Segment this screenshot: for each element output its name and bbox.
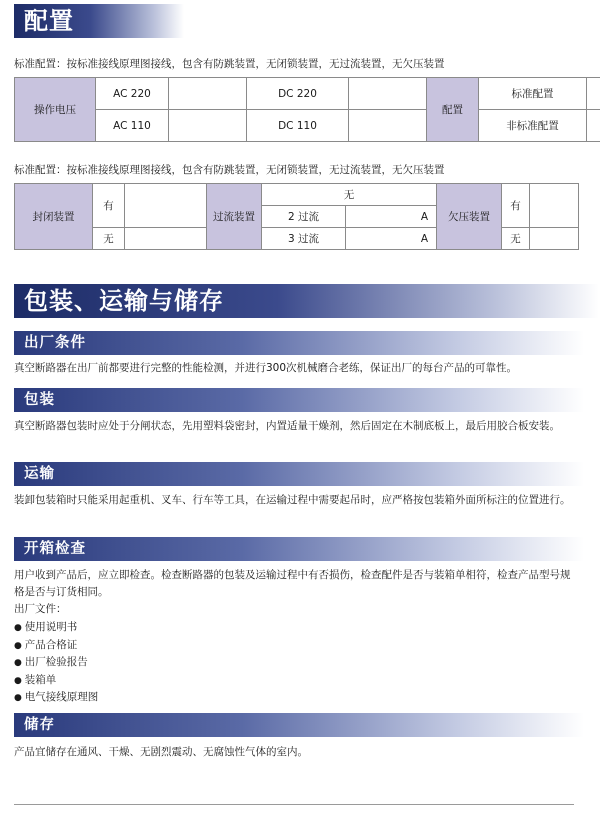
dc220-cell: DC 220 <box>247 78 349 110</box>
section-text-factory: 真空断路器在出厂前都要进行完整的性能检测，并进行300次机械磨合老练，保证出厂的每台产品的可靠性。 <box>14 362 518 374</box>
overcurrent-2-cell: 2 过流 <box>262 206 346 228</box>
voltage-label-cell: 操作电压 <box>15 78 96 142</box>
section-heading-storage: 储存 <box>14 713 584 737</box>
undervoltage-label-cell: 欠压装置 <box>437 184 502 250</box>
dc220-check-cell <box>349 78 427 110</box>
overcurrent-none-cell: 无 <box>262 184 437 206</box>
standard-config-cell: 标准配置 <box>479 78 587 110</box>
ac110-check-cell <box>169 110 247 142</box>
section-heading-transport: 运输 <box>14 462 584 486</box>
config-title: 配置 <box>14 4 184 38</box>
section-text-packaging: 真空断路器包装时应处于分闸状态，先用塑料袋密封，内置适量干燥剂，然后固定在木制底板上，最后用胶合板安装。 <box>14 420 560 432</box>
docs-label: 出厂文件： <box>14 603 67 615</box>
undervoltage-no-check-cell <box>530 228 579 250</box>
nonstandard-check-cell <box>587 110 600 142</box>
nonstandard-config-cell: 非标准配置 <box>479 110 587 142</box>
dc110-check-cell <box>349 110 427 142</box>
list-item: ● 使用说明书 <box>14 619 574 637</box>
lock-yes-cell: 有 <box>93 184 125 228</box>
list-item: ● 电气接线原理图 <box>14 689 574 707</box>
voltage-config-table <box>14 77 600 142</box>
dc110-cell: DC 110 <box>247 110 349 142</box>
ac110-cell: AC 110 <box>96 110 169 142</box>
undervoltage-yes-cell: 有 <box>502 184 530 228</box>
bottom-divider <box>14 804 574 805</box>
section-heading-factory: 出厂条件 <box>14 331 584 355</box>
config-note-1: 标准配置：按标准接线原理图接线，包含有防跳装置，无闭锁装置，无过流装置，无欠压装置 <box>14 58 445 70</box>
lock-no-cell: 无 <box>93 228 125 250</box>
ac220-check-cell <box>169 78 247 110</box>
overcurrent-3-cell: 3 过流 <box>262 228 346 250</box>
overcurrent-label-cell: 过流装置 <box>207 184 262 250</box>
section-text-storage: 产品宜储存在通风、干燥、无剧烈震动、无腐蚀性气体的室内。 <box>14 746 308 758</box>
section-text-transport: 装卸包装箱时只能采用起重机、叉车、行车等工具，在运输过程中需要起吊时，应严格按包装箱外面所标注的位置进行。 <box>14 494 571 506</box>
undervoltage-no-cell: 无 <box>502 228 530 250</box>
overcurrent-2-unit-cell: A <box>346 206 437 228</box>
device-config-table <box>14 183 579 250</box>
ac220-cell: AC 220 <box>96 78 169 110</box>
lock-label-cell: 封闭装置 <box>15 184 93 250</box>
list-item: ● 装箱单 <box>14 672 574 690</box>
standard-check-cell <box>587 78 600 110</box>
list-item: ● 出厂检验报告 <box>14 654 574 672</box>
lock-no-check-cell <box>125 228 207 250</box>
section-heading-inspection: 开箱检查 <box>14 537 584 561</box>
config-label-cell: 配置 <box>427 78 479 142</box>
list-item: ● 产品合格证 <box>14 637 574 655</box>
packing-title: 包装、运输与储存 <box>14 284 599 318</box>
overcurrent-3-unit-cell: A <box>346 228 437 250</box>
section-heading-packaging: 包装 <box>14 388 584 412</box>
config-note-2: 标准配置：按标准接线原理图接线，包含有防跳装置，无闭锁装置，无过流装置，无欠压装置 <box>14 164 445 176</box>
factory-docs-list <box>14 619 574 707</box>
lock-yes-check-cell <box>125 184 207 228</box>
section-text-inspection: 用户收到产品后，应立即检查。检查断路器的包装及运输过程中有否损伤，检查配件是否与装箱单相符，检查产品型号规格是否与订货相同。 <box>14 569 571 598</box>
undervoltage-yes-check-cell <box>530 184 579 228</box>
